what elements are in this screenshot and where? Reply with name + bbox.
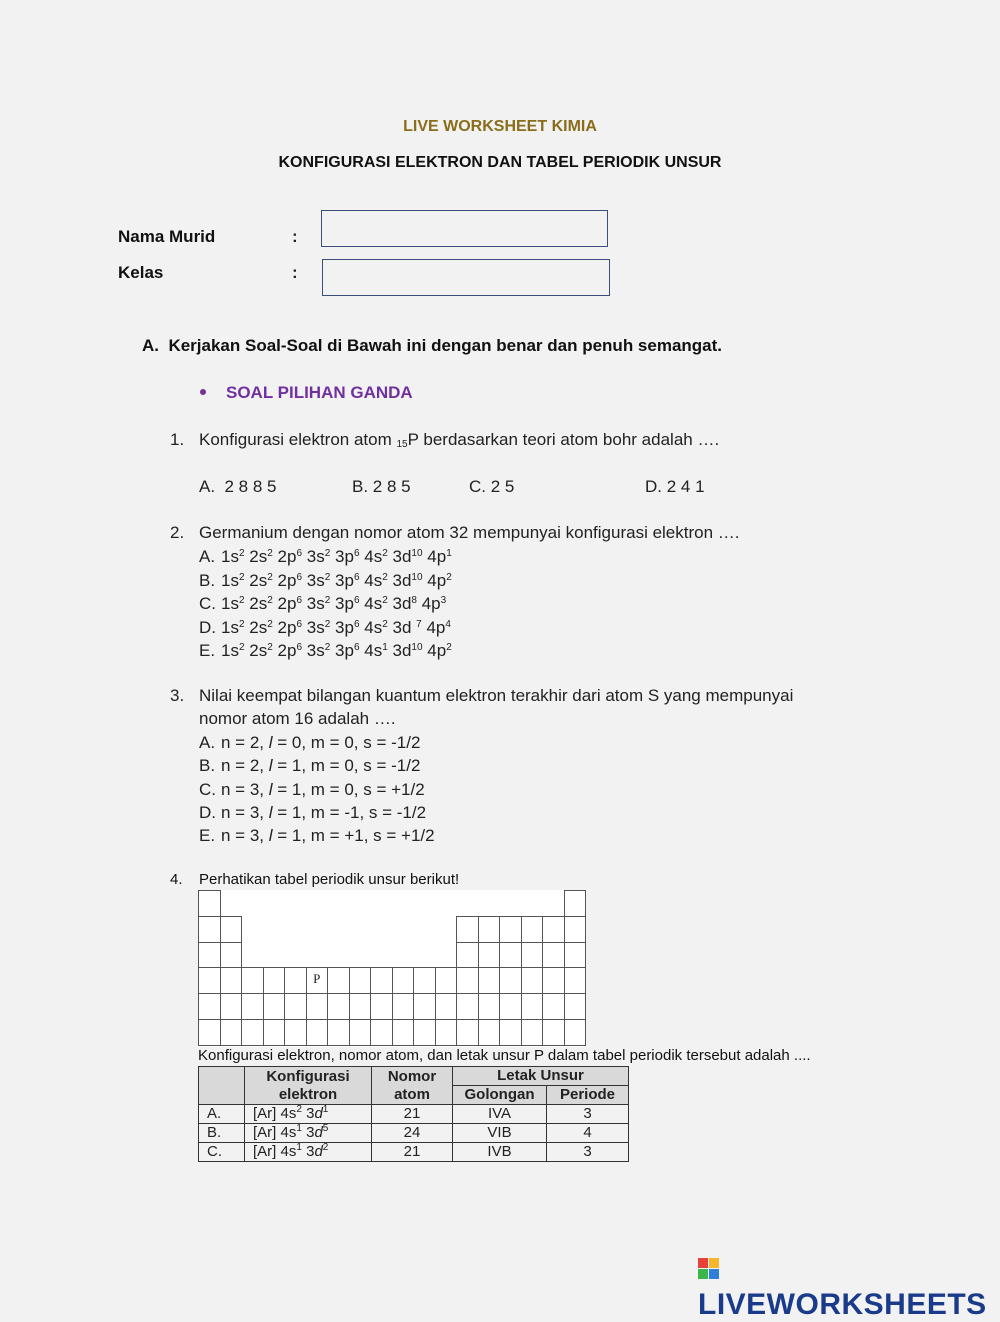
orbital: 2p (277, 547, 297, 566)
orbital: 4s (364, 547, 383, 566)
pt-cell (564, 890, 587, 917)
pt-cell (413, 993, 436, 1020)
pt-cell (327, 1019, 350, 1046)
q3-option-letter: A. (199, 733, 216, 752)
pt-cell (435, 967, 458, 994)
orbital-electrons: 2 (382, 548, 388, 559)
q3-option-post: = 0, m = 0, s = -1/2 (272, 733, 421, 752)
table-row[interactable] (199, 1105, 629, 1124)
orbital-electrons: 2 (267, 642, 273, 653)
q1-number: 1. (170, 430, 185, 449)
orbital-electrons: 10 (411, 642, 423, 653)
config-part: [Ar] 4s (253, 1105, 297, 1122)
orbital-electrons: 2 (267, 548, 273, 559)
th-period: Periode (547, 1086, 629, 1105)
q2-option-b[interactable] (199, 569, 452, 592)
orbital-electrons: 1 (382, 642, 388, 653)
pt-cell (542, 1019, 565, 1046)
orbital: 3d (392, 570, 412, 590)
pt-cell (478, 967, 501, 994)
q1-text (199, 428, 719, 451)
q4-question: Konfigurasi elektron, nomor atom, dan letak unsur P dalam tabel periodik tersebut adalah .... (198, 1047, 811, 1064)
pt-cell (499, 916, 522, 943)
section-instruction: A. Kerjakan Soal-Soal di Bawah ini dengan benar dan penuh semangat. (142, 336, 723, 355)
row-letter: C. (199, 1143, 245, 1162)
th-group: Golongan (453, 1086, 547, 1105)
config-part: 3 (301, 1124, 315, 1141)
element-p-label: P (313, 971, 321, 987)
q3-number: 3. (170, 686, 185, 705)
config-part: d (314, 1124, 323, 1141)
orbital-electrons: 6 (353, 571, 360, 583)
q3-option-post: = 1, m = 0, s = +1/2 (272, 779, 425, 799)
pt-cell (564, 1019, 587, 1046)
pt-cell (370, 967, 393, 994)
q3-option-a[interactable] (199, 731, 420, 754)
worksheet-title: LIVE WORKSHEET KIMIA (403, 118, 597, 135)
q3-option-pre: n = 3, (221, 826, 269, 846)
orbital: 3s (306, 617, 325, 637)
pt-cell (327, 993, 350, 1020)
q3-option-l: l (268, 826, 273, 846)
orbital: 2p (277, 594, 297, 613)
pt-cell (198, 967, 221, 994)
option-letter: B. (199, 570, 216, 590)
row-config (245, 1105, 372, 1124)
pt-cell (392, 1019, 415, 1046)
orbital-electrons: 6 (353, 595, 360, 606)
orbital-electrons: 6 (296, 642, 303, 653)
config-part: 2 (296, 1104, 302, 1115)
orbital-electrons: 2 (382, 595, 388, 606)
orbital-electrons: 10 (411, 571, 423, 583)
orbital-electrons: 2 (238, 642, 245, 653)
config-part: d (314, 1105, 323, 1122)
pt-cell (456, 1019, 479, 1046)
pt-cell (220, 1019, 243, 1046)
pt-cell-element-p (306, 967, 329, 994)
pt-cell (349, 967, 372, 994)
th-config: Konfigurasi elektron (245, 1067, 372, 1105)
row-config (245, 1124, 372, 1143)
pt-cell (263, 993, 286, 1020)
q3-option-l: l (268, 802, 273, 822)
pt-cell (435, 993, 458, 1020)
pt-cell (521, 942, 544, 969)
orbital: 3d (392, 617, 417, 637)
th-location: Letak Unsur (453, 1067, 629, 1086)
pt-cell (542, 942, 565, 969)
pt-cell (241, 967, 264, 994)
orbital-electrons: 2 (324, 571, 331, 583)
q2-text: Germanium dengan nomor atom 32 mempunyai konfigurasi elektron …. (199, 523, 740, 542)
orbital: 2s (249, 547, 268, 566)
orbital-electrons: 2 (267, 618, 273, 630)
pt-cell (456, 967, 479, 994)
q1-symbol: P (407, 430, 419, 449)
q2-option-d[interactable] (199, 616, 451, 639)
option-letter: E. (199, 641, 216, 660)
q2-option-c[interactable] (199, 592, 446, 615)
orbital-electrons: 4 (445, 618, 451, 630)
orbital: 3p (335, 570, 354, 590)
pt-cell (456, 993, 479, 1020)
pt-cell (521, 967, 544, 994)
orbital-electrons: 2 (238, 571, 245, 583)
pt-cell (370, 993, 393, 1020)
q3-text-line1: Nilai keempat bilangan kuantum elektron terakhir dari atom S yang mempunyai (199, 686, 794, 705)
orbital: 4p (421, 594, 441, 613)
pt-cell (542, 993, 565, 1020)
subheading-text: SOAL PILIHAN GANDA (226, 383, 413, 402)
orbital-electrons: 6 (296, 548, 303, 559)
q1-option-d[interactable]: D. 2 4 1 (645, 477, 705, 496)
row-letter: B. (199, 1124, 245, 1143)
pt-cell (392, 993, 415, 1020)
pt-cell (198, 993, 221, 1020)
name-input[interactable] (321, 210, 608, 247)
orbital-electrons: 2 (267, 595, 273, 606)
config-part: 3 (301, 1105, 315, 1122)
bullet-dot (200, 389, 206, 395)
config-part: 3 (301, 1143, 315, 1160)
row-number: 21 (372, 1105, 453, 1124)
pt-cell (349, 1019, 372, 1046)
option-letter: C. (199, 594, 216, 613)
orbital: 3s (306, 641, 325, 660)
orbital-electrons: 2 (238, 595, 245, 606)
row-number: 21 (372, 1143, 453, 1162)
class-label: Kelas (118, 263, 164, 282)
logo-text: LIVEWORKSHEETS (698, 1288, 987, 1321)
pt-cell (542, 967, 565, 994)
orbital-electrons: 6 (353, 548, 360, 559)
row-group: IVB (453, 1143, 547, 1162)
orbital-electrons: 7 (416, 618, 422, 630)
pt-cell (456, 942, 479, 969)
orbital-electrons: 2 (382, 571, 388, 583)
config-part: 1 (322, 1104, 329, 1115)
row-letter: A. (199, 1105, 245, 1124)
orbital: 4s (364, 570, 383, 590)
orbital: 3p (335, 617, 354, 637)
orbital-electrons: 2 (446, 642, 452, 653)
q3-option-post: = 1, m = +1, s = +1/2 (272, 826, 435, 846)
pt-cell (220, 993, 243, 1020)
orbital-electrons: 2 (324, 595, 331, 606)
orbital: 3p (335, 594, 354, 613)
pt-cell (263, 967, 286, 994)
pt-cell (198, 916, 221, 943)
q2-option-e[interactable] (199, 639, 452, 662)
pt-cell (284, 1019, 307, 1046)
pt-cell (499, 993, 522, 1020)
worksheet-subtitle: KONFIGURASI ELEKTRON DAN TABEL PERIODIK UNSUR (278, 154, 722, 171)
orbital: 4s (364, 617, 383, 637)
orbital-electrons: 2 (382, 618, 388, 630)
orbital-electrons: 6 (353, 618, 360, 630)
orbital-electrons: 2 (446, 571, 452, 583)
q1-option-a[interactable]: A. 2 8 8 5 (199, 477, 277, 496)
q3-option-l: l (268, 756, 273, 776)
orbital: 3d (392, 641, 412, 660)
pt-cell (564, 916, 587, 943)
orbital-electrons: 2 (324, 548, 331, 559)
pt-cell (198, 942, 221, 969)
periodic-table-image (198, 890, 584, 1047)
q3-option-l: l (268, 733, 273, 752)
pt-cell (220, 942, 243, 969)
pt-cell (499, 1019, 522, 1046)
q3-option-pre: n = 2, (221, 733, 269, 752)
orbital: 2s (249, 594, 268, 613)
orbital: 1s (221, 547, 239, 566)
pt-cell (564, 942, 587, 969)
orbital: 1s (221, 641, 239, 660)
q4-number: 4. (170, 871, 183, 888)
q1-option-b[interactable]: B. 2 8 5 (352, 477, 411, 496)
orbital: 2p (277, 617, 297, 637)
pt-cell (413, 1019, 436, 1046)
section-subheading (200, 383, 413, 403)
q3-option-pre: n = 3, (221, 779, 269, 799)
orbital: 3p (335, 641, 354, 660)
pt-cell (521, 916, 544, 943)
pt-cell (198, 1019, 221, 1046)
orbital: 1s (221, 617, 239, 637)
q3-option-letter: B. (199, 756, 216, 776)
orbital: 2p (277, 641, 297, 660)
orbital: 3d (392, 594, 412, 613)
q3-option-post: = 1, m = 0, s = -1/2 (272, 756, 421, 776)
orbital: 2s (249, 570, 268, 590)
option-letter: D. (199, 617, 216, 637)
q1-option-c[interactable]: C. 2 5 (469, 477, 515, 496)
table-corner-cell (199, 1067, 245, 1105)
q3-option-letter: E. (199, 826, 216, 846)
pt-cell (220, 967, 243, 994)
pt-cell (521, 993, 544, 1020)
row-group: IVA (453, 1105, 547, 1124)
pt-cell (542, 916, 565, 943)
q4-text: Perhatikan tabel periodik unsur berikut! (199, 871, 460, 888)
row-period: 4 (547, 1124, 629, 1143)
orbital: 4s (364, 641, 383, 660)
class-colon: : (292, 263, 298, 282)
pt-cell (306, 1019, 329, 1046)
table-header-row (199, 1067, 629, 1086)
orbital: 4p (427, 641, 447, 660)
pt-cell (499, 942, 522, 969)
pt-cell (284, 993, 307, 1020)
pt-cell (456, 916, 479, 943)
logo-square (698, 1269, 708, 1279)
orbital-electrons: 2 (324, 618, 331, 630)
option-letter: A. (199, 547, 216, 566)
logo-square (709, 1269, 719, 1279)
q3-option-c[interactable] (199, 778, 425, 801)
table-row[interactable] (199, 1143, 629, 1162)
pt-cell (478, 916, 501, 943)
orbital-electrons: 8 (411, 595, 417, 606)
orbital: 3p (335, 547, 354, 566)
q1-text-after: berdasarkan teori atom bohr adalah …. (418, 430, 720, 449)
pt-cell (478, 942, 501, 969)
pt-cell (284, 967, 307, 994)
pt-cell (349, 993, 372, 1020)
q3-text-line2: nomor atom 16 adalah …. (199, 709, 396, 728)
config-part: d (314, 1143, 323, 1160)
pt-cell (478, 993, 501, 1020)
orbital-electrons: 6 (296, 571, 303, 583)
orbital-electrons: 1 (446, 548, 452, 559)
row-period: 3 (547, 1105, 629, 1124)
q3-option-letter: C. (199, 779, 216, 799)
orbital-electrons: 2 (267, 571, 273, 583)
q3-option-post: = 1, m = -1, s = -1/2 (272, 802, 427, 822)
config-part: 2 (322, 1142, 329, 1153)
orbital: 4s (364, 594, 383, 613)
orbital-electrons: 6 (296, 618, 303, 630)
row-number: 24 (372, 1124, 453, 1143)
orbital-electrons: 10 (411, 548, 423, 559)
orbital: 4p (427, 570, 447, 590)
orbital: 4p (426, 617, 446, 637)
pt-cell (499, 967, 522, 994)
q4-answer-table (198, 1066, 629, 1162)
config-part: [Ar] 4s (253, 1124, 297, 1141)
pt-cell (564, 993, 587, 1020)
orbital: 3s (306, 594, 325, 613)
orbital-electrons: 6 (296, 595, 303, 606)
name-colon: : (292, 227, 298, 246)
q4-answer-table-wrap (198, 1066, 629, 1162)
pt-cell (241, 993, 264, 1020)
table-row[interactable] (199, 1124, 629, 1143)
config-part: 5 (322, 1123, 329, 1134)
orbital-electrons: 2 (324, 642, 331, 653)
logo-icon (698, 1258, 720, 1280)
pt-cell (521, 1019, 544, 1046)
pt-cell (392, 967, 415, 994)
q2-number: 2. (170, 523, 185, 542)
orbital-electrons: 6 (353, 642, 360, 653)
pt-cell (370, 1019, 393, 1046)
pt-cell (435, 1019, 458, 1046)
pt-cell (198, 890, 221, 917)
orbital: 3s (306, 570, 325, 590)
config-part: [Ar] 4s (253, 1143, 297, 1160)
pt-cell (564, 967, 587, 994)
q3-option-b[interactable] (199, 754, 420, 777)
pt-cell (478, 1019, 501, 1046)
logo-square (709, 1258, 719, 1268)
config-part: 1 (296, 1123, 302, 1134)
name-label: Nama Murid (118, 227, 216, 246)
q1-subscript: 15 (396, 439, 408, 450)
q3-option-letter: D. (199, 802, 216, 822)
row-group: VIB (453, 1124, 547, 1143)
pt-cell (263, 1019, 286, 1046)
q3-option-pre: n = 2, (221, 756, 269, 776)
logo-square (698, 1258, 708, 1268)
q3-option-e[interactable] (199, 824, 435, 847)
pt-cell (306, 993, 329, 1020)
row-period: 3 (547, 1143, 629, 1162)
orbital: 2p (277, 570, 297, 590)
liveworksheets-logo (698, 1254, 1000, 1322)
orbital: 2s (249, 641, 268, 660)
row-config (245, 1143, 372, 1162)
q3-option-pre: n = 3, (221, 802, 269, 822)
class-input[interactable] (322, 259, 610, 296)
orbital-electrons: 3 (440, 595, 447, 606)
q1-text-before: Konfigurasi elektron atom (199, 430, 397, 449)
orbital: 3d (392, 547, 412, 566)
q2-option-a[interactable] (199, 545, 452, 568)
config-part: 1 (296, 1142, 302, 1153)
pt-cell (327, 967, 350, 994)
q3-option-d[interactable] (199, 801, 426, 824)
orbital: 3s (306, 547, 325, 566)
pt-cell (413, 967, 436, 994)
pt-cell (241, 1019, 264, 1046)
orbital: 4p (427, 547, 447, 566)
orbital: 1s (221, 594, 239, 613)
th-number: Nomor atom (372, 1067, 453, 1105)
orbital-electrons: 2 (238, 618, 245, 630)
q3-option-l: l (268, 779, 273, 799)
orbital: 2s (249, 617, 268, 637)
orbital: 1s (221, 570, 239, 590)
orbital-electrons: 2 (238, 548, 245, 559)
pt-cell (220, 916, 243, 943)
